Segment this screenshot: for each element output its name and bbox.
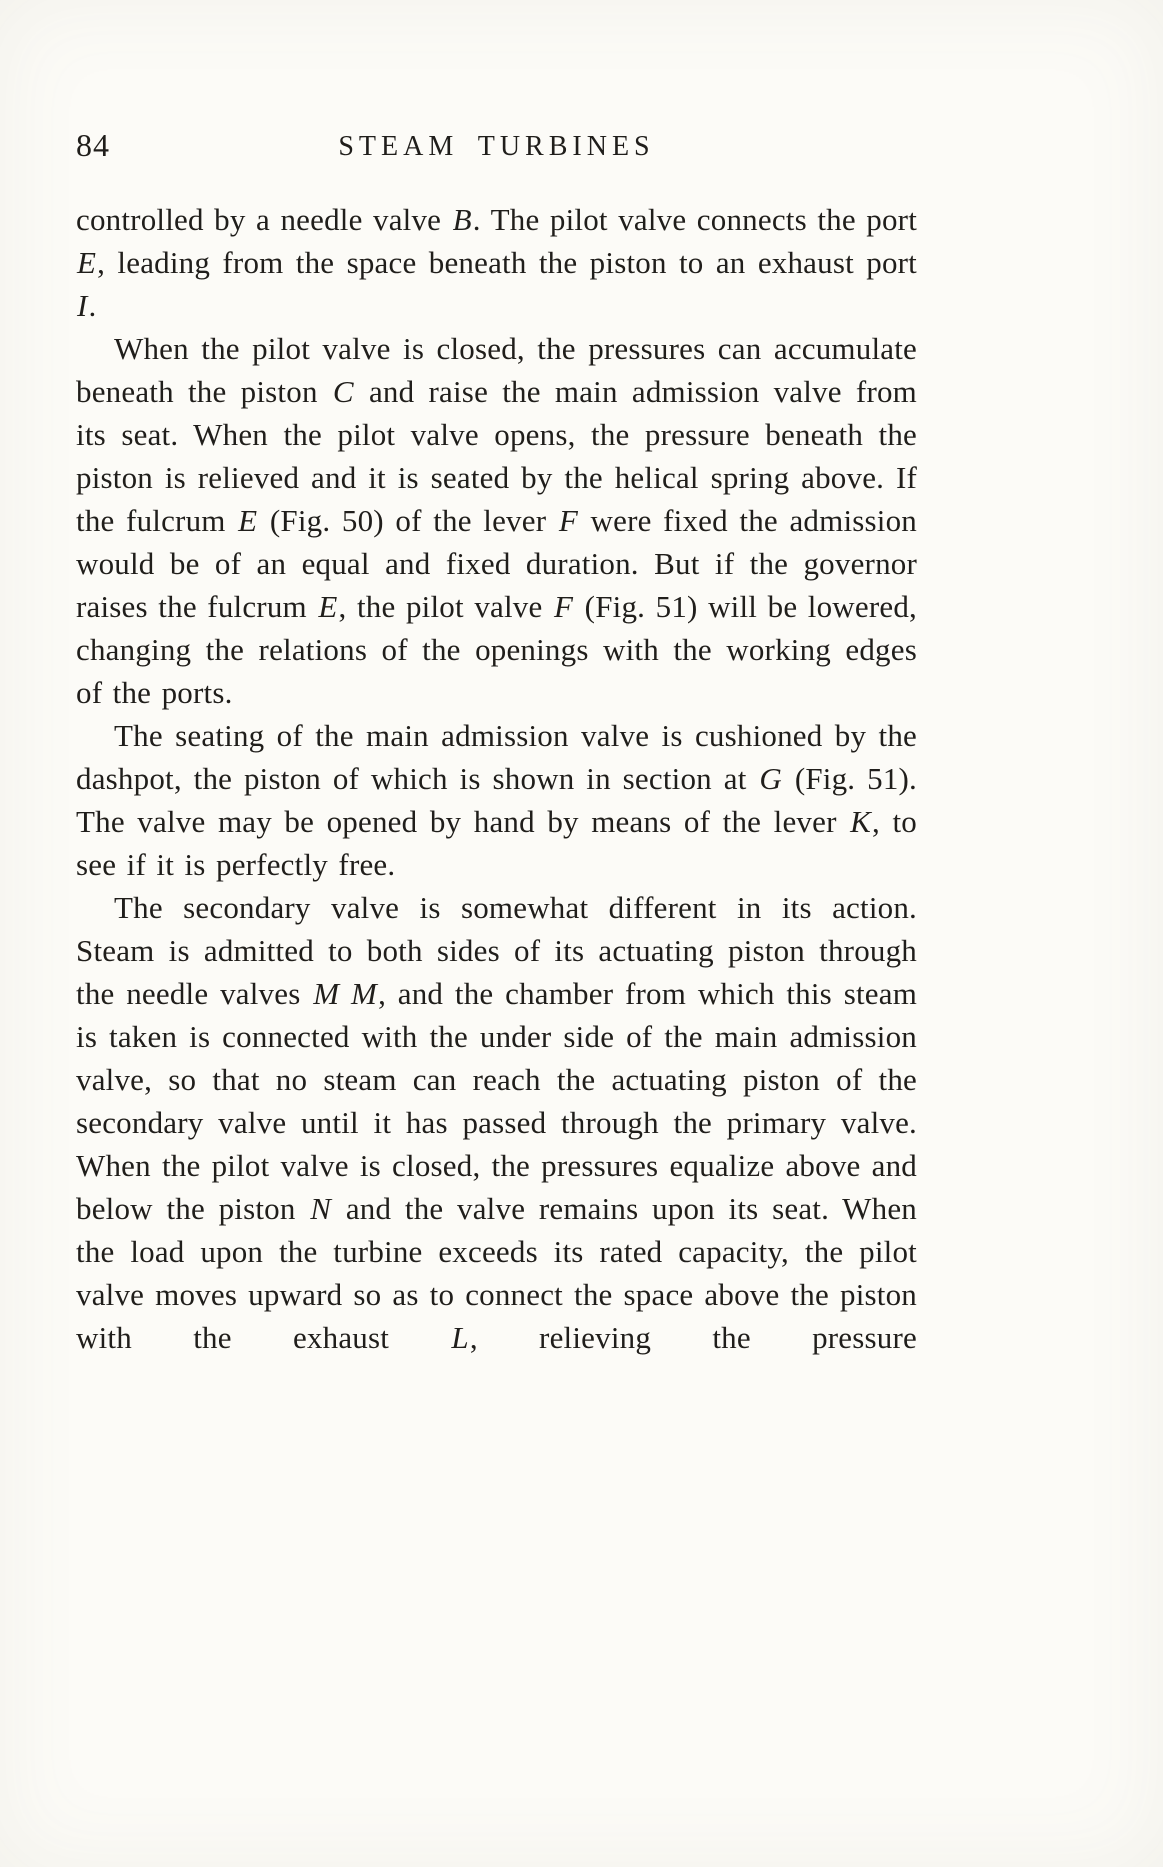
variable-letter: N (310, 1191, 332, 1226)
variable-letter: E (318, 589, 338, 624)
variable-letter: F (558, 503, 578, 538)
paragraph (76, 714, 917, 886)
running-title: STEAM TURBINES (338, 131, 655, 162)
variable-letter: M M (313, 976, 378, 1011)
text-segment: (Fig. 51) will be lowered, changing the relations of the openings with the working edges of the ports. (76, 589, 917, 710)
text-segment: . (88, 288, 97, 323)
text-segment: controlled by a needle valve (76, 202, 452, 237)
variable-letter: E (77, 245, 97, 280)
text-segment: When the pilot valve is closed, the pressures can accumulate beneath the piston (76, 331, 917, 409)
variable-letter: F (554, 589, 574, 624)
page-header (76, 120, 917, 164)
text-segment: (Fig. 50) of the lever (258, 503, 558, 538)
text-segment: . The pilot valve connects the port (472, 202, 918, 237)
page-number: 84 (76, 127, 110, 163)
text-segment: , relieving the pressure (469, 1320, 917, 1355)
text-segment: , to see if it is perfectly free. (76, 804, 917, 882)
variable-letter: L (451, 1320, 469, 1355)
paragraph (76, 886, 917, 1359)
variable-letter: I (77, 288, 88, 323)
text-segment: , and the chamber from which this steam is taken is connected with the under side of the main admission valve, so that no steam can reach the actuating piston of the secondary valve until it has passed through the primary valve. When the pilot valve is closed, the pressures equalize above and below the piston (76, 976, 918, 1226)
text-segment: (Fig. 51). The valve may be opened by hand by means of the lever (76, 761, 917, 839)
variable-letter: K (850, 804, 872, 839)
text-segment: were fixed the admission would be of an equal and fixed duration. But if the governor raises the fulcrum (76, 503, 918, 624)
paragraph (76, 198, 917, 327)
text-segment: , the pilot valve (338, 589, 553, 624)
text-segment: The seating of the main admission valve is cushioned by the dashpot, the piston of which is shown in section at (76, 718, 917, 796)
variable-letter: G (759, 761, 782, 796)
text-segment: , leading from the space beneath the piston to an exhaust port (97, 245, 917, 280)
variable-letter: B (452, 202, 472, 237)
text-segment: The secondary valve is somewhat different in its action. Steam is admitted to both sides of its actuating piston through the needle valves (76, 890, 917, 1011)
paragraph (76, 327, 917, 714)
variable-letter: E (238, 503, 258, 538)
text-segment: and the valve remains upon its seat. When the load upon the turbine exceeds its rated capacity, the pilot valve moves upward so as to connect the space above the piston with the exhaust (76, 1191, 917, 1355)
body-text (76, 198, 917, 1359)
text-segment: and raise the main admission valve from its seat. When the pilot valve opens, the pressure beneath the piston is relieved and it is seated by the helical spring above. If the fulcrum (76, 374, 917, 538)
variable-letter: C (332, 374, 354, 409)
